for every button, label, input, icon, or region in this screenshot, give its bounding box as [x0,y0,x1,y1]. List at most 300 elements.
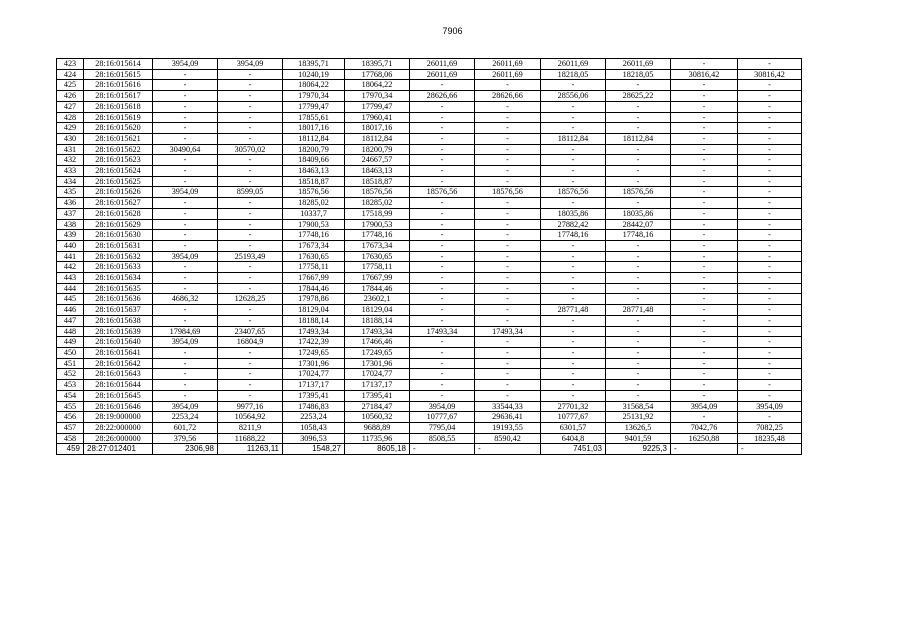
value-cell: 16804,9 [218,337,283,348]
value-cell: - [475,315,541,326]
value-cell: - [218,358,283,369]
row-number-cell: 432 [57,155,84,166]
value-cell: 17667,99 [345,273,410,284]
value-cell: 30816,42 [671,69,738,80]
row-number-cell: 455 [57,401,84,412]
value-cell: - [410,208,475,219]
cadastral-number-cell: 28:16:015640 [84,337,153,348]
cadastral-number-cell: 28:16:015615 [84,69,153,80]
value-cell: - [541,101,606,112]
value-cell: 7042,76 [671,422,738,433]
value-cell: - [606,347,671,358]
value-cell: 4686,32 [153,294,218,305]
value-cell: 18218,05 [606,69,671,80]
table-row [57,91,802,102]
value-cell: - [671,91,738,102]
value-cell: 23407,65 [218,326,283,337]
value-cell: - [606,80,671,91]
value-cell: 28626,66 [410,91,475,102]
value-cell: - [671,294,738,305]
value-cell: 8590,42 [475,433,541,444]
value-cell: 26011,69 [541,59,606,70]
value-cell: 17395,41 [283,390,345,401]
table-row [57,305,802,316]
value-cell: - [541,390,606,401]
value-cell: - [606,176,671,187]
value-cell: 27701,32 [541,401,606,412]
row-number-cell: 428 [57,112,84,123]
value-cell: 25193,49 [218,251,283,262]
value-cell: - [475,166,541,177]
value-cell: - [475,208,541,219]
value-cell: 8605,18 [345,444,410,455]
value-cell: - [606,369,671,380]
value-cell: - [218,262,283,273]
value-cell: 11688,22 [218,433,283,444]
value-cell: - [153,198,218,209]
value-cell: - [606,144,671,155]
value-cell: 17137,17 [345,380,410,391]
value-cell: - [475,294,541,305]
value-cell: - [410,358,475,369]
value-cell: 2306,98 [153,444,218,455]
value-cell: 18035,86 [606,208,671,219]
value-cell: - [541,240,606,251]
value-cell: - [738,187,802,198]
cadastral-number-cell: 28:16:015616 [84,80,153,91]
value-cell: 18576,56 [345,187,410,198]
value-cell: - [410,112,475,123]
table-row [57,230,802,241]
value-cell: - [738,369,802,380]
cadastral-number-cell: 28:16:015626 [84,187,153,198]
row-number-cell: 431 [57,144,84,155]
value-cell: - [475,240,541,251]
value-cell: 19193,55 [475,422,541,433]
value-cell: 2253,24 [283,412,345,423]
value-cell: - [606,326,671,337]
value-cell: 18576,56 [475,187,541,198]
cadastral-number-cell: 28:16:015644 [84,380,153,391]
table-row [57,347,802,358]
value-cell: - [218,230,283,241]
table-row [57,433,802,444]
value-cell: - [671,144,738,155]
table-row [57,326,802,337]
value-cell: 31568,54 [606,401,671,412]
value-cell: - [671,326,738,337]
value-cell: 3954,09 [218,59,283,70]
row-number-cell: 430 [57,133,84,144]
value-cell: 28771,48 [541,305,606,316]
row-number-cell: 444 [57,283,84,294]
value-cell: - [671,262,738,273]
value-cell: - [541,337,606,348]
value-cell: - [541,144,606,155]
value-cell: 17493,34 [410,326,475,337]
value-cell: 26011,69 [475,69,541,80]
value-cell: 3096,53 [283,433,345,444]
value-cell: - [218,176,283,187]
value-cell: 18576,56 [410,187,475,198]
cadastral-number-cell: 28:16:015643 [84,369,153,380]
value-cell: 18064,22 [283,80,345,91]
value-cell: - [671,358,738,369]
cadastral-number-cell: 28:22:000000 [84,422,153,433]
table-row [57,337,802,348]
value-cell: 3954,09 [153,59,218,70]
value-cell: - [475,198,541,209]
value-cell: - [606,166,671,177]
value-cell: 17970,34 [345,91,410,102]
value-cell: - [541,262,606,273]
row-number-cell: 449 [57,337,84,348]
value-cell: - [153,347,218,358]
value-cell: - [475,112,541,123]
value-cell: - [738,347,802,358]
value-cell: - [738,176,802,187]
value-cell: 28626,66 [475,91,541,102]
value-cell: - [410,251,475,262]
row-number-cell: 440 [57,240,84,251]
cadastral-number-cell: 28:16:015631 [84,240,153,251]
cadastral-number-cell: 28:16:015623 [84,155,153,166]
cadastral-number-cell: 28:16:015620 [84,123,153,134]
value-cell: - [475,230,541,241]
row-number-cell: 424 [57,69,84,80]
value-cell: - [410,176,475,187]
value-cell: - [153,315,218,326]
table-row [57,208,802,219]
value-cell: 30816,42 [738,69,802,80]
value-cell: - [153,240,218,251]
cadastral-number-cell: 28:16:015625 [84,176,153,187]
value-cell: 17630,65 [283,251,345,262]
value-cell: - [153,230,218,241]
value-cell: - [153,283,218,294]
value-cell: 27184,47 [345,401,410,412]
value-cell: - [606,315,671,326]
value-cell: 8599,05 [218,187,283,198]
value-cell: 18285,02 [283,198,345,209]
value-cell: - [671,369,738,380]
value-cell: - [541,273,606,284]
value-cell: - [475,273,541,284]
table-row [57,380,802,391]
cadastral-number-cell: 28:26:000000 [84,433,153,444]
value-cell: - [738,283,802,294]
cadastral-number-cell: 28:16:015619 [84,112,153,123]
row-number-cell: 439 [57,230,84,241]
value-cell: - [738,59,802,70]
value-cell: 24667,57 [345,155,410,166]
value-cell: 17673,34 [283,240,345,251]
value-cell: 18188,14 [345,315,410,326]
value-cell: 11263,11 [218,444,283,455]
value-cell: 17486,83 [283,401,345,412]
value-cell: - [671,380,738,391]
value-cell: 18112,84 [606,133,671,144]
value-cell: - [738,91,802,102]
value-cell: 1548,27 [283,444,345,455]
value-cell: - [475,176,541,187]
value-cell: 18518,87 [283,176,345,187]
value-cell: - [606,198,671,209]
value-cell: - [671,337,738,348]
value-cell: 28771,48 [606,305,671,316]
row-number-cell: 446 [57,305,84,316]
value-cell: - [738,380,802,391]
value-cell: - [738,240,802,251]
value-cell: - [410,133,475,144]
value-cell: - [410,305,475,316]
value-cell: 27882,42 [541,219,606,230]
row-number-cell: 453 [57,380,84,391]
value-cell: - [738,166,802,177]
value-cell: 18112,84 [283,133,345,144]
value-cell: - [671,80,738,91]
value-cell: 17799,47 [283,101,345,112]
value-cell: - [153,166,218,177]
value-cell: 18463,13 [283,166,345,177]
value-cell: 28442,07 [606,219,671,230]
value-cell: - [475,358,541,369]
cadastral-number-cell: 28:16:015641 [84,347,153,358]
table-row [57,401,802,412]
value-cell: - [410,230,475,241]
cadastral-number-cell: 28:16:015638 [84,315,153,326]
value-cell: - [475,283,541,294]
value-cell: - [738,337,802,348]
row-number-cell: 425 [57,80,84,91]
value-cell: - [410,273,475,284]
table-row [57,69,802,80]
value-cell: 8211,9 [218,422,283,433]
value-cell: 17855,61 [283,112,345,123]
cadastral-number-cell: 28:19:000000 [84,412,153,423]
value-cell: 2253,24 [153,412,218,423]
value-cell: - [218,369,283,380]
value-cell: - [410,219,475,230]
value-cell: 17900,53 [345,219,410,230]
row-number-cell: 429 [57,123,84,134]
value-cell: - [671,155,738,166]
value-cell: - [671,251,738,262]
value-cell: - [606,101,671,112]
row-number-cell: 438 [57,219,84,230]
value-cell: 17960,41 [345,112,410,123]
value-cell: 17249,65 [283,347,345,358]
value-cell: 30570,02 [218,144,283,155]
value-cell: 3954,09 [410,401,475,412]
table-row [57,166,802,177]
value-cell: 18285,02 [345,198,410,209]
value-cell: - [671,176,738,187]
value-cell: 17673,34 [345,240,410,251]
value-cell: - [218,166,283,177]
value-cell: 13626,5 [606,422,671,433]
value-cell: - [671,230,738,241]
value-cell: - [671,133,738,144]
value-cell: - [738,123,802,134]
value-cell: 18017,16 [283,123,345,134]
value-cell: 11735,96 [345,433,410,444]
value-cell: - [153,219,218,230]
value-cell: - [218,208,283,219]
value-cell: 3954,09 [153,251,218,262]
value-cell: 9688,89 [345,422,410,433]
value-cell: 18518,87 [345,176,410,187]
row-number-cell: 436 [57,198,84,209]
value-cell: 17984,69 [153,326,218,337]
value-cell: - [218,305,283,316]
row-number-cell: 441 [57,251,84,262]
value-cell: - [606,251,671,262]
value-cell: 7451,03 [541,444,606,455]
cadastral-number-cell: 28:16:015629 [84,219,153,230]
table-row [57,251,802,262]
value-cell: - [606,283,671,294]
value-cell: - [541,369,606,380]
value-cell: - [606,240,671,251]
value-cell: - [218,91,283,102]
value-cell: - [410,155,475,166]
value-cell: - [738,251,802,262]
value-cell: - [475,80,541,91]
value-cell: - [671,240,738,251]
value-cell: - [738,326,802,337]
value-cell: 10560,32 [345,412,410,423]
cadastral-number-cell: 28:16:015630 [84,230,153,241]
value-cell: - [410,294,475,305]
value-cell: 17667,99 [283,273,345,284]
value-cell: - [738,305,802,316]
value-cell: 3954,09 [153,187,218,198]
value-cell: - [475,144,541,155]
value-cell: 16250,88 [671,433,738,444]
cadastral-number-cell: 28:16:015642 [84,358,153,369]
value-cell: - [410,337,475,348]
value-cell: 17748,16 [541,230,606,241]
value-cell: - [541,155,606,166]
value-cell: - [541,176,606,187]
value-cell: 6404,8 [541,433,606,444]
value-cell: - [153,133,218,144]
value-cell: - [218,69,283,80]
value-cell: 17395,41 [345,390,410,401]
value-cell: 18235,48 [738,433,802,444]
value-cell: - [671,187,738,198]
value-cell: 9225,3 [606,444,671,455]
value-cell: 3954,09 [153,337,218,348]
cadastral-number-cell: 28:16:015637 [84,305,153,316]
value-cell: 28625,22 [606,91,671,102]
table-row [57,198,802,209]
value-cell: 17748,16 [283,230,345,241]
value-cell: - [218,390,283,401]
value-cell: - [153,390,218,401]
value-cell: - [218,315,283,326]
value-cell: 17493,34 [475,326,541,337]
value-cell: - [671,347,738,358]
table-row [57,444,802,455]
row-number-cell: 443 [57,273,84,284]
value-cell: - [606,123,671,134]
value-cell: - [606,262,671,273]
value-cell: 17900,53 [283,219,345,230]
value-cell: 17493,34 [345,326,410,337]
value-cell: - [671,305,738,316]
value-cell: - [541,123,606,134]
value-cell: - [218,155,283,166]
value-cell: 17301,96 [345,358,410,369]
value-cell: - [475,101,541,112]
value-cell: 18576,56 [606,187,671,198]
cadastral-number-cell: 28:16:015622 [84,144,153,155]
value-cell: - [153,101,218,112]
value-cell: - [475,369,541,380]
value-cell: - [671,444,738,455]
value-cell: 12628,25 [218,294,283,305]
value-cell: 18035,86 [541,208,606,219]
value-cell: 25131,92 [606,412,671,423]
cadastral-number-cell: 28:16:015636 [84,294,153,305]
table-row [57,369,802,380]
value-cell: 18200,79 [283,144,345,155]
value-cell: - [218,133,283,144]
table-row [57,144,802,155]
value-cell: - [153,123,218,134]
value-cell: 26011,69 [606,59,671,70]
value-cell: 18112,84 [345,133,410,144]
value-cell: 10564,92 [218,412,283,423]
value-cell: 6301,57 [541,422,606,433]
value-cell: 29636,41 [475,412,541,423]
value-cell: 17024,77 [345,369,410,380]
value-cell: - [541,326,606,337]
data-table [56,58,802,455]
cadastral-number-cell: 28:16:015646 [84,401,153,412]
value-cell: - [671,390,738,401]
value-cell: - [738,101,802,112]
value-cell: - [410,444,475,455]
table-row [57,294,802,305]
value-cell: - [671,123,738,134]
row-number-cell: 423 [57,59,84,70]
value-cell: - [671,198,738,209]
cadastral-number-cell: 28:16:015639 [84,326,153,337]
value-cell: - [738,315,802,326]
value-cell: - [541,112,606,123]
row-number-cell: 447 [57,315,84,326]
value-cell: 18064,22 [345,80,410,91]
value-cell: - [541,166,606,177]
value-cell: - [671,101,738,112]
value-cell: 17758,11 [283,262,345,273]
value-cell: - [738,112,802,123]
cadastral-number-cell: 28:16:015632 [84,251,153,262]
value-cell: - [410,123,475,134]
value-cell: 17748,16 [345,230,410,241]
value-cell: 18129,04 [345,305,410,316]
value-cell: - [153,69,218,80]
value-cell: 18112,84 [541,133,606,144]
value-cell: - [153,369,218,380]
value-cell: 18395,71 [283,59,345,70]
table-row [57,59,802,70]
value-cell: - [738,155,802,166]
value-cell: - [671,219,738,230]
